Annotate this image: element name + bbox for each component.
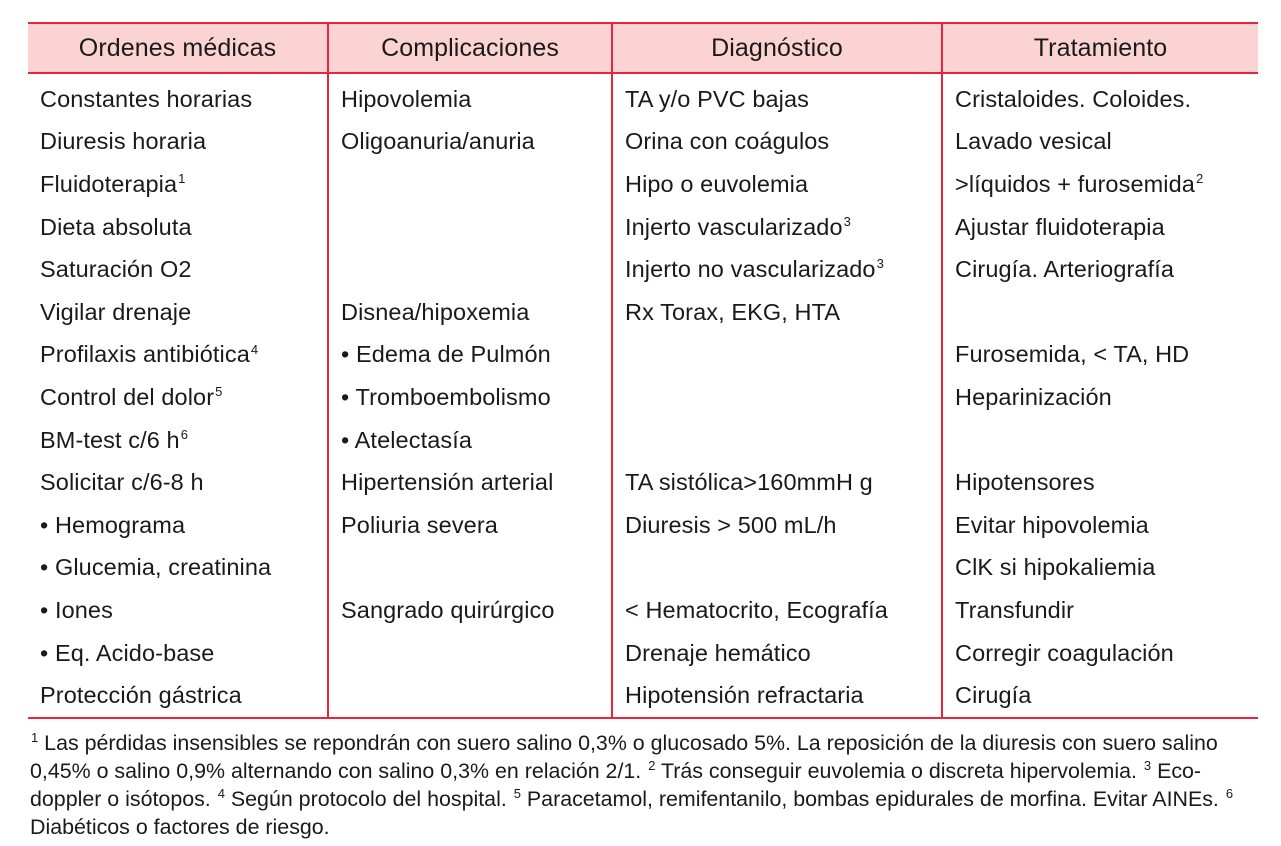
table-cell-ordenes bbox=[28, 461, 328, 504]
table-cell-ordenes bbox=[28, 632, 328, 675]
cell-text: Hipotensores bbox=[955, 469, 1095, 496]
cell-text: Sangrado quirúrgico bbox=[341, 596, 555, 623]
footnote-marker: 3 bbox=[876, 256, 884, 272]
cell-text: Cristaloides. Coloides. bbox=[955, 85, 1192, 112]
cell-text: • Glucemia, creatinina bbox=[40, 554, 272, 581]
table-cell-complicaciones bbox=[328, 206, 612, 249]
column-header-ordenes: Ordenes médicas bbox=[28, 23, 328, 73]
table-cell-tratamiento bbox=[942, 504, 1258, 547]
table-cell-ordenes bbox=[28, 291, 328, 334]
table-cell-complicaciones bbox=[328, 632, 612, 675]
table-cell-ordenes bbox=[28, 589, 328, 632]
cell-text: Injerto no vascularizado bbox=[625, 256, 876, 283]
cell-text: ClK si hipokaliemia bbox=[955, 554, 1156, 581]
cell-text: Heparinización bbox=[955, 383, 1112, 410]
cell-text: Dieta absoluta bbox=[40, 213, 192, 240]
table-cell-complicaciones bbox=[328, 504, 612, 547]
cell-text: Profilaxis antibiótica bbox=[40, 341, 250, 368]
footnote-marker: 6 bbox=[180, 426, 189, 442]
cell-text: Transfundir bbox=[955, 596, 1075, 623]
table-cell-tratamiento bbox=[942, 589, 1258, 632]
cell-text: Fluidoterapia bbox=[40, 170, 178, 197]
table-row bbox=[28, 547, 1258, 590]
cell-text: Injerto vascularizado bbox=[625, 213, 843, 240]
table-row bbox=[28, 461, 1258, 504]
table-cell-complicaciones bbox=[328, 461, 612, 504]
table-cell-tratamiento bbox=[942, 419, 1258, 462]
table-cell-diagnostico bbox=[612, 334, 942, 377]
table-cell-tratamiento bbox=[942, 163, 1258, 206]
cell-text: Vigilar drenaje bbox=[40, 298, 192, 325]
cell-text: Saturación O2 bbox=[40, 256, 192, 283]
table-cell-complicaciones bbox=[328, 334, 612, 377]
cell-text: Rx Torax, EKG, HTA bbox=[625, 298, 841, 325]
table-cell-complicaciones bbox=[328, 73, 612, 121]
table-cell-ordenes bbox=[28, 206, 328, 249]
cell-text: Protección gástrica bbox=[40, 682, 242, 709]
cell-text: Furosemida, < TA, HD bbox=[955, 341, 1190, 368]
table-row bbox=[28, 163, 1258, 206]
footnote-marker: 1 bbox=[178, 171, 186, 187]
table-row bbox=[28, 334, 1258, 377]
table-cell-tratamiento bbox=[942, 547, 1258, 590]
cell-text: Diuresis horaria bbox=[40, 128, 207, 155]
table-cell-diagnostico bbox=[612, 73, 942, 121]
table-cell-diagnostico bbox=[612, 163, 942, 206]
cell-text: Oligoanuria/anuria bbox=[341, 128, 535, 155]
table-header-row bbox=[28, 23, 1258, 73]
cell-text: < Hematocrito, Ecografía bbox=[625, 596, 888, 623]
footnote-number: 1 bbox=[31, 729, 39, 745]
table-cell-diagnostico bbox=[612, 632, 942, 675]
table-cell-tratamiento bbox=[942, 291, 1258, 334]
table-cell-complicaciones bbox=[328, 248, 612, 291]
table-cell-tratamiento bbox=[942, 206, 1258, 249]
footnote-number: 3 bbox=[1143, 757, 1152, 773]
table-cell-tratamiento bbox=[942, 674, 1258, 718]
table-cell-complicaciones bbox=[328, 163, 612, 206]
cell-text: Evitar hipovolemia bbox=[955, 511, 1149, 538]
medical-orders-table bbox=[28, 22, 1258, 719]
table-cell-ordenes bbox=[28, 674, 328, 718]
table-cell-ordenes bbox=[28, 376, 328, 419]
footnote-text: Las pérdidas insensibles se repondrán con suero salino 0,3% o glucosado 5%. La reposición de la diuresis con suero salino 0,45% o salino 0,9% alternando con salino 0,3% en relación 2/1. bbox=[30, 730, 1218, 783]
table-cell-complicaciones bbox=[328, 547, 612, 590]
footnote-text: Según protocolo del hospital. bbox=[224, 786, 513, 811]
table-row bbox=[28, 206, 1258, 249]
table-row bbox=[28, 73, 1258, 121]
table-cell-ordenes bbox=[28, 248, 328, 291]
table-cell-ordenes bbox=[28, 334, 328, 377]
table-cell-tratamiento bbox=[942, 461, 1258, 504]
cell-text: TA sistólica>160mmH g bbox=[625, 469, 873, 496]
cell-text: Poliuria severa bbox=[341, 511, 498, 538]
table-cell-ordenes bbox=[28, 504, 328, 547]
table-row bbox=[28, 121, 1258, 164]
cell-text: • Iones bbox=[40, 596, 113, 623]
cell-text: Disnea/hipoxemia bbox=[341, 298, 530, 325]
cell-text: BM-test c/6 h bbox=[40, 426, 180, 453]
column-header-diagnostico: Diagnóstico bbox=[612, 23, 942, 73]
cell-text: Lavado vesical bbox=[955, 128, 1112, 155]
table-row bbox=[28, 674, 1258, 718]
cell-text: Constantes horarias bbox=[40, 85, 253, 112]
table-cell-tratamiento bbox=[942, 376, 1258, 419]
cell-text: Orina con coágulos bbox=[625, 128, 830, 155]
table-row bbox=[28, 504, 1258, 547]
footnote-number: 5 bbox=[513, 785, 521, 801]
table-cell-ordenes bbox=[28, 547, 328, 590]
table-cell-ordenes bbox=[28, 419, 328, 462]
table-row bbox=[28, 589, 1258, 632]
table-cell-diagnostico bbox=[612, 674, 942, 718]
table-cell-tratamiento bbox=[942, 248, 1258, 291]
table-cell-tratamiento bbox=[942, 334, 1258, 377]
table-cell-tratamiento bbox=[942, 73, 1258, 121]
cell-text: • Tromboembolismo bbox=[341, 383, 551, 410]
cell-text: Cirugía bbox=[955, 682, 1032, 709]
table-cell-complicaciones bbox=[328, 589, 612, 632]
footnote-text: Paracetamol, remifentanilo, bombas epidurales de morfina. Evitar AINEs. bbox=[520, 786, 1225, 811]
table-cell-diagnostico bbox=[612, 589, 942, 632]
cell-text: Ajustar fluidoterapia bbox=[955, 213, 1165, 240]
cell-text: Solicitar c/6-8 h bbox=[40, 469, 204, 496]
table-body bbox=[28, 73, 1258, 718]
footnote-marker: 4 bbox=[250, 341, 259, 357]
footnote-text: Eco-doppler o isótopos. bbox=[30, 758, 1202, 811]
cell-text: • Edema de Pulmón bbox=[341, 341, 551, 368]
cell-text: TA y/o PVC bajas bbox=[625, 85, 810, 112]
table-cell-complicaciones bbox=[328, 674, 612, 718]
table-row bbox=[28, 248, 1258, 291]
table-cell-ordenes bbox=[28, 121, 328, 164]
table-cell-diagnostico bbox=[612, 547, 942, 590]
table-cell-diagnostico bbox=[612, 206, 942, 249]
table-row bbox=[28, 291, 1258, 334]
table-cell-complicaciones bbox=[328, 121, 612, 164]
cell-text: • Eq. Acido-base bbox=[40, 639, 215, 666]
table-row bbox=[28, 419, 1258, 462]
cell-text: Hipovolemia bbox=[341, 85, 472, 112]
footnote-text: Diabéticos o factores de riesgo. bbox=[30, 814, 330, 839]
cell-text: >líquidos + furosemida bbox=[955, 170, 1195, 197]
table-cell-diagnostico bbox=[612, 419, 942, 462]
table-row bbox=[28, 376, 1258, 419]
cell-text: Cirugía. Arteriografía bbox=[955, 256, 1175, 283]
table-cell-diagnostico bbox=[612, 461, 942, 504]
cell-text: Diuresis > 500 mL/h bbox=[625, 511, 837, 538]
table-cell-tratamiento bbox=[942, 632, 1258, 675]
footnote-number: 2 bbox=[648, 757, 656, 773]
footnote-number: 4 bbox=[217, 785, 225, 801]
table-cell-diagnostico bbox=[612, 248, 942, 291]
table-cell-complicaciones bbox=[328, 291, 612, 334]
cell-text: • Atelectasía bbox=[341, 426, 473, 453]
table-row bbox=[28, 632, 1258, 675]
table-cell-ordenes bbox=[28, 73, 328, 121]
table-cell-diagnostico bbox=[612, 504, 942, 547]
footnote-marker: 5 bbox=[215, 384, 223, 400]
column-header-complicaciones: Complicaciones bbox=[328, 23, 612, 73]
footnote-marker: 2 bbox=[1195, 171, 1204, 187]
footnote-number: 6 bbox=[1225, 785, 1234, 801]
document-page bbox=[28, 22, 1258, 841]
cell-text: Hipo o euvolemia bbox=[625, 170, 809, 197]
cell-text: Hipertensión arterial bbox=[341, 469, 554, 496]
table-cell-ordenes bbox=[28, 163, 328, 206]
table-cell-diagnostico bbox=[612, 291, 942, 334]
table-cell-diagnostico bbox=[612, 376, 942, 419]
cell-text: Drenaje hemático bbox=[625, 639, 811, 666]
cell-text: • Hemograma bbox=[40, 511, 186, 538]
cell-text: Control del dolor bbox=[40, 383, 215, 410]
cell-text: Hipotensión refractaria bbox=[625, 682, 864, 709]
footnote-text: Trás conseguir euvolemia o discreta hipervolemia. bbox=[655, 758, 1143, 783]
cell-text: Corregir coagulación bbox=[955, 639, 1174, 666]
footnote-marker: 3 bbox=[843, 213, 851, 229]
column-header-tratamiento: Tratamiento bbox=[942, 23, 1258, 73]
table-cell-complicaciones bbox=[328, 376, 612, 419]
table-cell-complicaciones bbox=[328, 419, 612, 462]
footnotes bbox=[28, 729, 1250, 841]
table-cell-tratamiento bbox=[942, 121, 1258, 164]
table-cell-diagnostico bbox=[612, 121, 942, 164]
